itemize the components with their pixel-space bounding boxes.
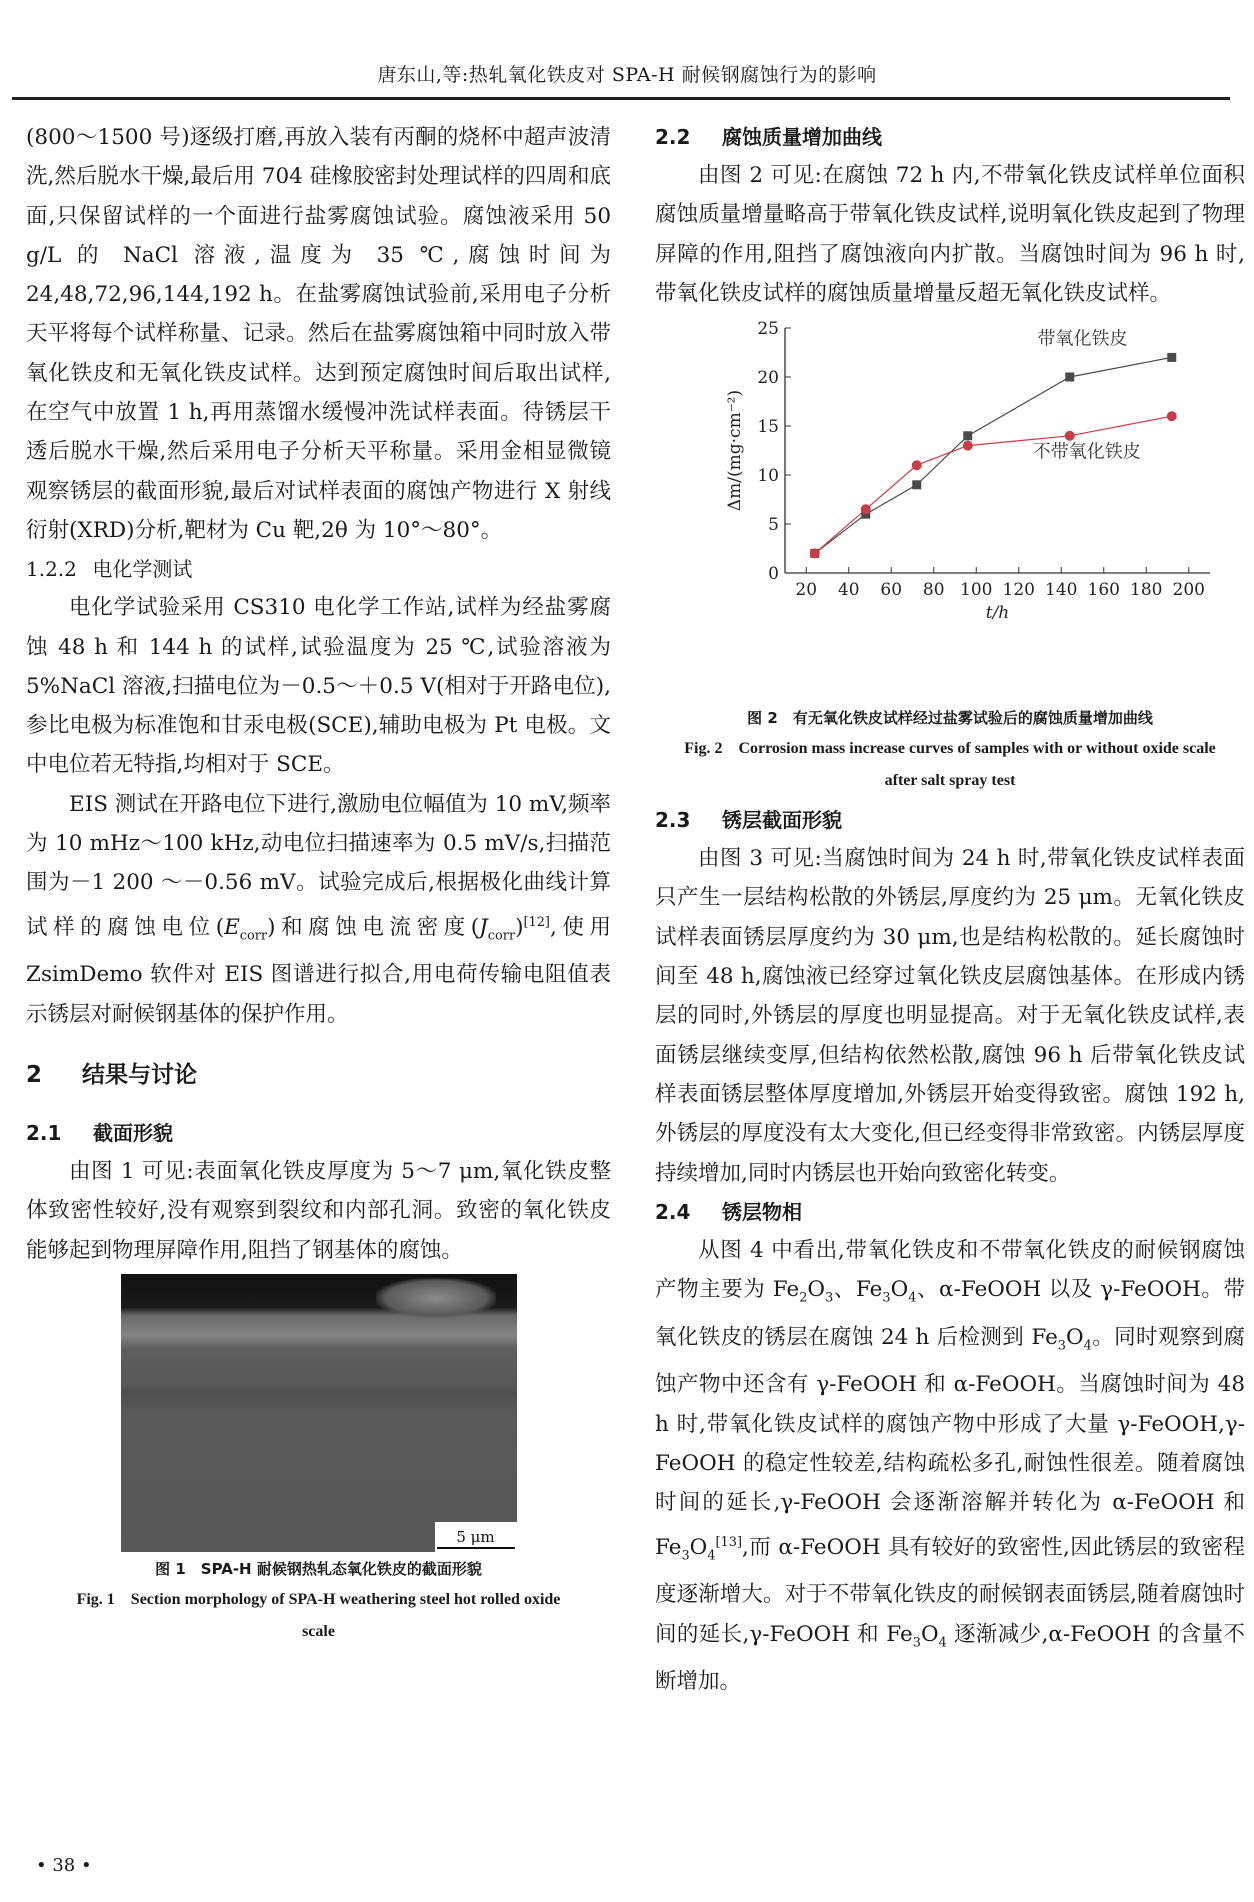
figure1-caption-cn: 图 1 SPA-H 耐候钢热轧态氧化铁皮的截面形貌 [155,1559,482,1578]
section-heading-2-4 [655,1193,1245,1231]
symbol-j: J [479,914,488,940]
section-heading-2 [26,1058,611,1092]
subscript: corr [239,928,268,944]
x-tick-label: 160 [1087,580,1120,601]
series-label-without-scale: 不带氧化铁皮 [1032,441,1141,463]
section-title: 锈层截面形貌 [721,808,842,833]
section-heading-1-2-2 [26,550,611,588]
x-tick-label: 60 [880,580,903,601]
section-number: 2.3 [655,808,691,833]
section-title: 结果与讨论 [82,1061,198,1088]
series-label-with-scale: 带氧化铁皮 [1037,328,1128,350]
y-tick-label: 10 [757,466,779,487]
subscript: corr [487,928,516,944]
data-point-square [963,431,972,440]
data-point-square [1065,373,1074,382]
paragraph-rust-section: 由图 3 可见:当腐蚀时间为 24 h 时,带氧化铁皮试样表面只产生一层结构松散的外锈层,厚度约为 25 μm。无氧化铁皮试样表面锈层厚度约为 30 μm,也是结构松散的。延长腐蚀时间至 48 h,腐蚀液已经穿过氧化铁皮层腐蚀基体。在形成内锈层的同时,外锈层的厚度也明显提高。对于无氧化铁皮试样,表面锈层继续变厚,但结构依然松散,腐蚀 96 h 后带氧化铁皮试样表面锈层整体厚度增加,外锈层开始变得致密。腐蚀 192 h,外锈层的厚度没有太大变化,但已经变得非常致密。内锈层厚度持续增加,同时内锈层也开始向致密化转变。 [655,846,1245,1186]
x-tick-label: 100 [960,580,993,601]
section-number: 1.2.2 [26,557,77,582]
symbol-e: E [224,914,240,940]
section-heading-2-2 [655,118,1245,156]
x-tick-label: 20 [795,580,818,601]
section-title: 截面形貌 [92,1120,173,1145]
paragraph-rust-phase: 从图 4 中看出,带氧化铁皮和不带氧化铁皮的耐候钢腐蚀产物主要为 $Fe_2O_3$、$Fe_3O_4$、α-FeOOH 以及 γ-FeOOH。带氧化铁皮的锈层在腐蚀 24 h 后检测到 $Fe_3O_4$。同时观察到腐蚀产物中还含有 γ-FeOOH 和 α-FeOOH。当腐蚀时间为 48 h 时,带氧化铁皮试样的腐蚀产物中形成了大量 γ-FeOOH,γ-FeOOH 的稳定性较差,结构疏松多孔,耐蚀性很差。随着腐蚀时间的延长,γ-FeOOH 会逐渐溶解并转化为 α-FeOOH 和 $Fe_3O_4[13]$,而 α-FeOOH 具有较好的致密性,因此锈层的致密程度逐渐增大。对于不带氧化铁皮的耐候钢表面锈层,随着腐蚀时间的延长,γ-FeOOH 和 $Fe_3O_4$ 逐渐减少,α-FeOOH 的含量不断增加。 [655,1237,1245,1695]
data-point-circle [810,549,820,559]
section-number: 2.4 [655,1199,691,1224]
paragraph-mass-gain: 由图 2 可见:在腐蚀 72 h 内,不带氧化铁皮试样单位面积腐蚀质量增量略高于带氧化铁皮试样,说明氧化铁皮起到了物理屏障的作用,阻挡了腐蚀液向内扩散。当腐蚀时间为 96 h 时,带氧化铁皮试样的腐蚀质量增量反超无氧化铁皮试样。 [655,163,1245,306]
scale-label: 5 μm [456,1527,495,1546]
section-title: 腐蚀质量增加曲线 [721,125,882,149]
scale-bar [437,1547,515,1549]
x-tick-label: 40 [837,580,860,601]
paragraph-method-continued: (800～1500 号)逐级打磨,再放入装有丙酮的烧杯中超声波清洗,然后脱水干燥,最后用 704 硅橡胶密封处理试样的四周和底面,只保留试样的一个面进行盐雾腐蚀试验。腐蚀液采用 50 g/L 的 NaCl 溶液,温度为 35 ℃,腐蚀时间为 24,48,72,96,144,192 h。在盐雾腐蚀试验前,采用电子分析天平将每个试样称量、记录。然后在盐雾腐蚀箱中同时放入带氧化铁皮和无氧化铁皮试样。达到预定腐蚀时间后取出试样,在空气中放置 1 h,再用蒸馏水缓慢冲洗试样表面。待锈层干透后脱水干燥,然后采用电子分析天平称量。采用金相显微镜观察锈层的截面形貌,最后对试样表面的腐蚀产物进行 X 射线衍射(XRD)分析,靶材为 Cu 靶,2θ 为 10°～80°。 [26,125,611,543]
running-head: 唐东山,等:热轧氧化铁皮对 SPA-H 耐候钢腐蚀行为的影响 [377,64,877,86]
section-heading-2-3 [655,801,1245,839]
figure2-caption-en: Fig. 2 Corrosion mass increase curves of samples with or without oxide scale after salt spray test [684,740,1216,790]
citation-ref[interactable]: [13] [715,1534,742,1550]
figure1-sem-image [121,1274,517,1552]
data-point-circle [912,460,922,470]
header-rule [12,97,1230,100]
x-tick-label: 140 [1045,580,1078,601]
text-run: )和腐蚀电流密度( [267,914,480,940]
data-point-square [912,480,921,489]
figure2-chart [655,313,1235,703]
section-number: 2.2 [655,125,691,149]
x-tick-label: 180 [1130,580,1163,601]
citation-ref[interactable]: [12] [523,914,550,930]
chart-axes [785,328,1210,573]
paragraph-electrochem: 电化学试验采用 CS310 电化学工作站,试样为经盐雾腐蚀 48 h 和 144 h 的试样,试验温度为 25 ℃,试验溶液为 5%NaCl 溶液,扫描电位为－0.5～＋0.5 V(相对于开路电位),参比电极为标准饱和甘汞电极(SCE),辅助电极为 Pt 电极。文中电位若无特指,均相对于 SCE。 [26,595,611,778]
figure2-caption-cn: 图 2 有无氧化铁皮试样经过盐雾试验后的腐蚀质量增加曲线 [747,709,1153,728]
left-column [26,118,611,1648]
section-title: 锈层物相 [721,1199,802,1224]
section-heading-2-1 [26,1114,611,1152]
y-tick-label: 15 [757,417,779,438]
x-tick-label: 80 [922,580,945,601]
data-point-circle [861,504,871,514]
x-tick-label: 120 [1002,580,1035,601]
page-number: • 38 • [36,1855,92,1876]
paragraph-cross-section: 由图 1 可见:表面氧化铁皮厚度为 5～7 μm,氧化铁皮整体致密性较好,没有观察到裂纹和内部孔洞。致密的氧化铁皮能够起到物理屏障作用,阻挡了钢基体的腐蚀。 [26,1158,611,1263]
x-tick-label: 200 [1172,580,1205,601]
paragraph-eis [26,785,611,1034]
text-run: EIS 测试在开路电位下进行,激励电位幅值为 10 mV,频率为 10 mHz～100 kHz,动电位扫描速率为 0.5 mV/s,扫描范围为－1 200 ～－0.56 mV。试验完成后,根据极化曲线计算试样的腐蚀电位( [26,791,611,940]
y-axis-label: Δm/(mg·cm⁻²) [725,390,745,512]
x-axis-label: t/h [985,603,1010,624]
series-line-without-scale [815,416,1172,553]
text-run: ,使用 ZsimDemo 软件对 EIS 图谱进行拟合,用电荷传输电阻值表示锈层对耐候钢基体的保护作用。 [26,914,611,1027]
data-point-square [1167,353,1176,362]
data-point-circle [963,441,973,451]
y-tick-label: 0 [768,564,779,585]
mass-gain-chart [655,313,1235,653]
section-number: 2.1 [26,1120,62,1145]
right-column [655,118,1245,1701]
data-point-circle [1065,431,1075,441]
data-point-circle [1167,411,1177,421]
figure1-caption-en: Fig. 1 Section morphology of SPA-H weathering steel hot rolled oxide scale [76,1590,561,1640]
oxide-particle [376,1278,496,1318]
section-title: 电化学测试 [92,557,193,582]
section-number: 2 [26,1061,43,1088]
text-run: ) [515,914,524,940]
y-tick-label: 5 [768,515,779,536]
y-tick-label: 25 [757,319,779,340]
y-tick-label: 20 [757,368,779,389]
